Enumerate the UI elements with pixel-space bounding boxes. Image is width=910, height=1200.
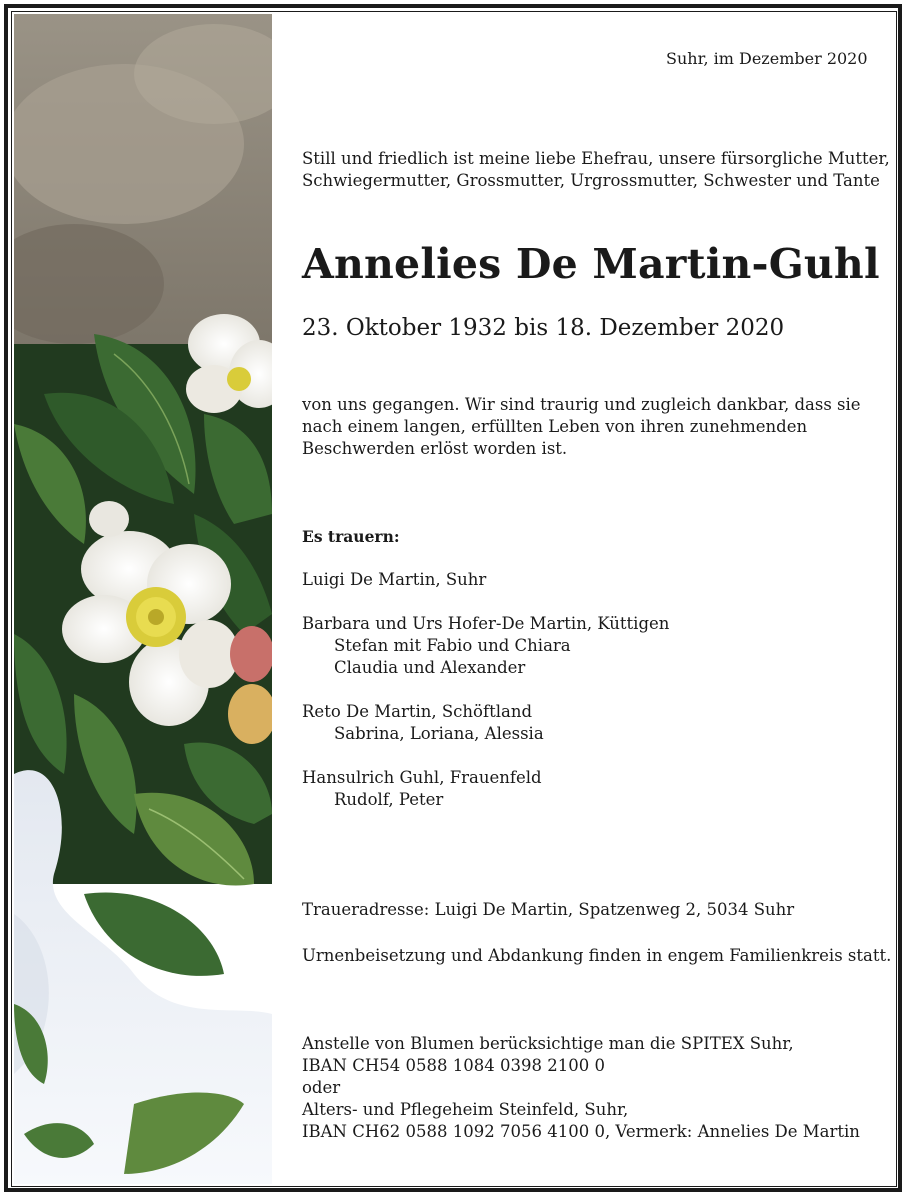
intro-line: Still und friedlich ist meine liebe Ehefrau, unsere fürsorgliche Mutter, [302,149,890,168]
place-date: Suhr, im Dezember 2020 [666,49,868,68]
message-line: von uns gegangen. Wir sind traurig und zugleich dankbar, dass sie [302,395,861,414]
mourning-address: Traueradresse: Luigi De Martin, Spatzenweg 2, 5034 Suhr [302,900,795,919]
mourner-main: Hansulrich Guhl, Frauenfeld [302,768,542,787]
intro-text [302,148,890,192]
donation-info [302,1033,860,1143]
message-line: Beschwerden erlöst worden ist. [302,439,568,458]
donation-iban: IBAN CH54 0588 1084 0398 2100 0 [302,1056,605,1075]
mourner-sub: Rudolf, Peter [334,790,444,809]
deceased-name: Annelies De Martin-Guhl [302,240,880,288]
mourner-main: Reto De Martin, Schöftland [302,702,533,721]
mourners-list [302,569,669,811]
mourner-sub: Sabrina, Loriana, Alessia [334,724,544,743]
white-bud [89,501,129,537]
burial-note: Urnenbeisetzung und Abdankung finden in engem Familienkreis statt. [302,946,892,965]
donation-iban: IBAN CH62 0588 1092 7056 4100 0, Vermerk: Annelies De Martin [302,1122,860,1141]
mourner-sub: Claudia und Alexander [334,658,526,677]
message-text [302,394,861,460]
message-line: nach einem langen, erfüllten Leben von ihren zunehmenden [302,417,808,436]
photo-christmas-roses [14,14,272,1184]
photo-artwork [14,14,272,1184]
donation-line: oder [302,1078,341,1097]
donation-line: Alters- und Pflegeheim Steinfeld, Suhr, [302,1100,629,1119]
mourner-sub: Stefan mit Fabio und Chiara [334,636,571,655]
mourner-main: Barbara und Urs Hofer-De Martin, Küttigen [302,614,670,633]
mourner-main: Luigi De Martin, Suhr [302,570,487,589]
donation-line: Anstelle von Blumen berücksichtige man die SPITEX Suhr, [302,1034,794,1053]
life-dates: 23. Oktober 1932 bis 18. Dezember 2020 [302,315,785,341]
intro-line: Schwiegermutter, Grossmutter, Urgrossmutter, Schwester und Tante [302,171,880,190]
mourners-heading: Es trauern: [302,527,400,546]
